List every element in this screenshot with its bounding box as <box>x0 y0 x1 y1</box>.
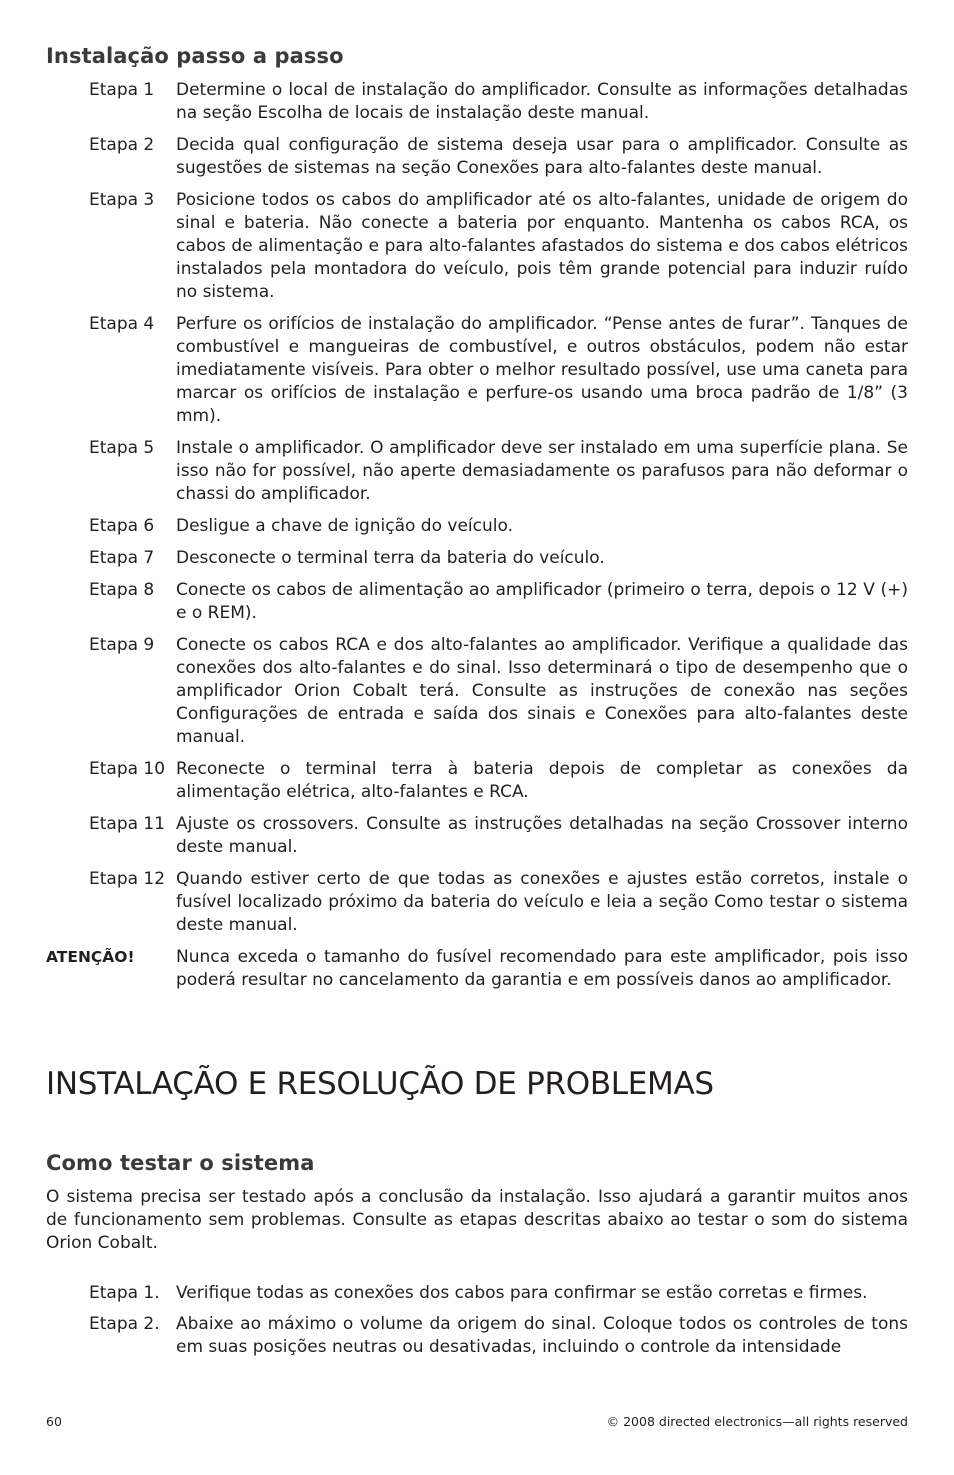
step-text: Quando estiver certo de que todas as conexões e ajustes estão corretos, instale o fusível localizado próximo da bateria do veículo e leia a seção Como testar o sistema deste manual. <box>176 869 908 935</box>
step-text: Perfure os orifícios de instalação do amplificador. “Pense antes de furar”. Tanques de combustível e mangueiras de combustível, e outros obstáculos, podem não estar imediatamente visíveis. Para obter o melhor resultado possível, use uma caneta para marcar os orifícios de instalação e perfure-os usando uma broca padrão de 1/8” (3 mm). <box>176 314 908 426</box>
step-label: Etapa 11 <box>89 814 166 834</box>
step-text: Desconecte o terminal terra da bateria do veículo. <box>176 548 605 568</box>
step-text: Instale o amplificador. O amplificador deve ser instalado em uma superfície plana. Se isso não for possível, não aperte demasiadamente os parafusos para não deformar o chassi do amplificador. <box>176 438 908 504</box>
step-label: Etapa 7 <box>89 548 155 568</box>
copyright-notice: © 2008 directed electronics—all rights reserved <box>606 1414 908 1429</box>
step-label: Etapa 8 <box>89 580 155 600</box>
step-label: Etapa 2 <box>89 135 155 155</box>
step-label: Etapa 9 <box>89 635 155 655</box>
chapter-title: INSTALAÇÃO E RESOLUÇÃO DE PROBLEMAS <box>46 1066 714 1102</box>
step-label: Etapa 6 <box>89 516 155 536</box>
step-label: Etapa 4 <box>89 314 155 334</box>
step-text: Ajuste os crossovers. Consulte as instruções detalhadas na seção Crossover interno deste manual. <box>176 814 908 857</box>
intro-paragraph: O sistema precisa ser testado após a conclusão da instalação. Isso ajudará a garantir muitos anos de funcionamento sem problemas. Consulte as etapas descritas abaixo ao testar o som do sistema Orion Cobalt. <box>46 1187 908 1253</box>
step-label: Etapa 12 <box>89 869 166 889</box>
page-number: 60 <box>46 1414 62 1429</box>
step-text: Determine o local de instalação do amplificador. Consulte as informações detalhadas na seção Escolha de locais de instalação deste manual. <box>176 80 908 123</box>
step-text: Desligue a chave de ignição do veículo. <box>176 516 513 536</box>
step-text: Verifique todas as conexões dos cabos para confirmar se estão corretas e firmes. <box>176 1283 868 1303</box>
step-label: Etapa 5 <box>89 438 155 458</box>
warning-text: Nunca exceda o tamanho do fusível recomendado para este amplificador, pois isso poderá resultar no cancelamento da garantia e em possíveis danos ao amplificador. <box>176 947 908 990</box>
step-label: Etapa 10 <box>89 759 166 779</box>
warning-label: ATENÇÃO! <box>46 948 135 966</box>
step-label: Etapa 1 <box>89 80 155 100</box>
section-heading: Como testar o sistema <box>46 1151 315 1175</box>
section-heading: Instalação passo a passo <box>46 44 344 68</box>
step-text: Reconecte o terminal terra à bateria depois de completar as conexões da alimentação elétrica, alto-falantes e RCA. <box>176 759 908 802</box>
step-text: Conecte os cabos RCA e dos alto-falantes ao amplificador. Verifique a qualidade das conexões dos alto-falantes e do sinal. Isso determinará o tipo de desempenho que o amplificador Orion Cobalt terá. Consulte as instruções de conexão nas seções Configurações de entrada e saída dos sinais e Conexões para alto-falantes deste manual. <box>176 635 908 747</box>
step-label: Etapa 3 <box>89 190 155 210</box>
step-text: Conecte os cabos de alimentação ao amplificador (primeiro o terra, depois o 12 V (+) e o REM). <box>176 580 908 623</box>
step-text: Decida qual configuração de sistema deseja usar para o amplificador. Consulte as sugestões de sistemas na seção Conexões para alto-falantes deste manual. <box>176 135 908 178</box>
step-label: Etapa 1. <box>89 1283 160 1303</box>
step-text: Abaixe ao máximo o volume da origem do sinal. Coloque todos os controles de tons em suas posições neutras ou desativadas, incluindo o controle da intensidade <box>176 1314 908 1357</box>
step-label: Etapa 2. <box>89 1314 160 1334</box>
step-text: Posicione todos os cabos do amplificador até os alto-falantes, unidade de origem do sinal e bateria. Não conecte a bateria por enquanto. Mantenha os cabos RCA, os cabos de alimentação e para alto-falantes afastados do sistema e dos cabos elétricos instalados pela montadora do veículo, pois têm grande potencial para induzir ruído no sistema. <box>176 190 908 302</box>
